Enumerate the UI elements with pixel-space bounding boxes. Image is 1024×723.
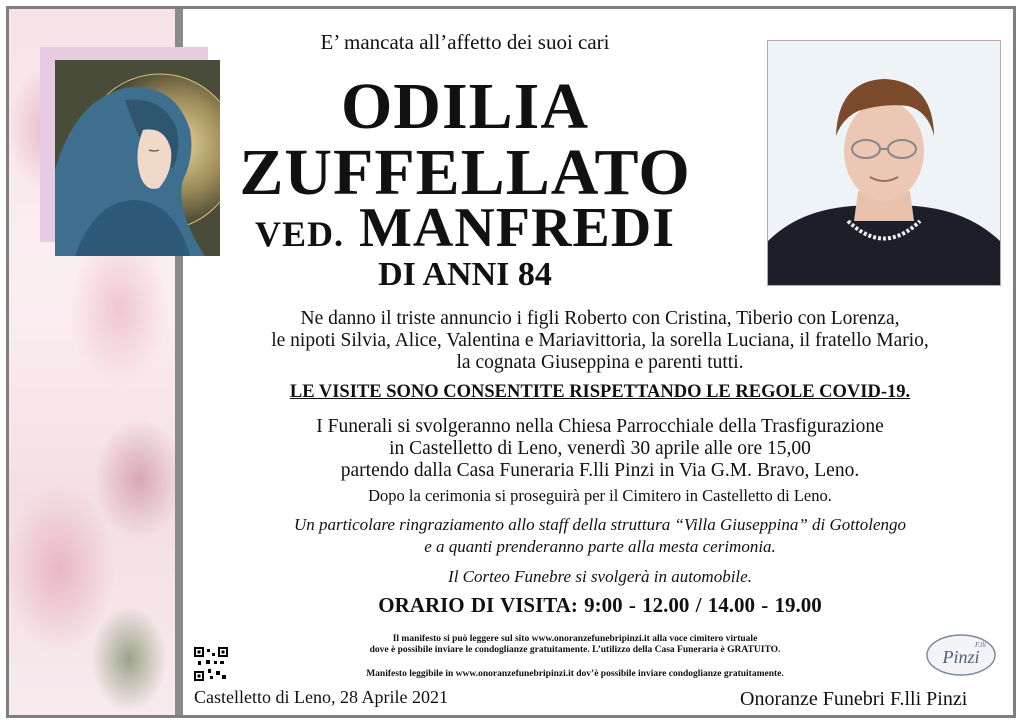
online-notice-line: dove è possibile inviare le condoglianze gratuitamente. L’utilizzo della Casa Funeraria è GRATUITO.: [369, 645, 781, 655]
deceased-photo: [767, 40, 1001, 286]
married-name-line: [230, 197, 700, 265]
thanks-line: e a quanti prenderanno parte alla mesta cerimonia.: [424, 537, 776, 556]
place-date: Castelletto di Leno, 28 Aprile 2021: [194, 687, 448, 707]
funeral-line: partendo dalla Casa Funeraria F.lli Pinzi in Via G.M. Bravo, Leno.: [340, 460, 860, 481]
online-notice: [230, 634, 920, 656]
funeral-details: [185, 416, 1015, 482]
age: DI ANNI 84: [378, 256, 552, 293]
announcement-line: le nipoti Silvia, Alice, Valentina e Mariavittoria, la sorella Luciana, il fratello Mario,: [271, 330, 929, 351]
qr-code-icon: [194, 647, 228, 681]
logo-main-text: Pinzi: [942, 647, 980, 667]
funeral-line: in Castelletto di Leno, venerdì 30 aprile alle ore 15,00: [389, 438, 811, 459]
announcement: [185, 308, 1015, 374]
corteo-text: Il Corteo Funebre si svolgerà in automobile.: [448, 567, 752, 586]
surname: ZUFFELLATO: [239, 136, 691, 209]
pinzi-logo: [925, 633, 997, 677]
thanks-text: [185, 514, 1015, 558]
after-ceremony: Dopo la cerimonia si proseguirà per il Cimitero in Castelletto di Leno.: [368, 486, 832, 505]
announcement-line: Ne danno il triste annuncio i figli Roberto con Cristina, Tiberio con Lorenza,: [300, 308, 900, 329]
married-name: MANFREDI: [359, 197, 675, 259]
logo-small-text: F.lli: [975, 641, 986, 649]
funeral-line: I Funerali si svolgeranno nella Chiesa Parrocchiale della Trasfigurazione: [316, 416, 884, 437]
intro-text: E’ mancata all’affetto dei suoi cari: [320, 30, 610, 54]
covid-notice: LE VISITE SONO CONSENTITE RISPETTANDO LE REGOLE COVID-19.: [289, 382, 911, 402]
madonna-image: [55, 60, 220, 256]
ved-prefix: VED.: [255, 214, 345, 254]
announcement-line: la cognata Giuseppina e parenti tutti.: [456, 352, 744, 373]
thanks-line: Un particolare ringraziamento allo staff della struttura “Villa Giuseppina” di Gottolengo: [293, 515, 907, 534]
portrait-image: [768, 41, 1000, 285]
online-notice-2: Manifesto leggibile in www.onoranzefunebripinzi.it dov’è possibile inviare condoglianze gratuitamente.: [366, 669, 784, 679]
visiting-hours: ORARIO DI VISITA: 9:00 - 12.00 / 14.00 - 19.00: [378, 593, 822, 617]
first-name: ODILIA: [340, 70, 590, 143]
online-notice-line: Il manifesto si può leggere sul sito www.onoranzefunebripinzi.it alla voce cimitero virtuale: [392, 634, 758, 644]
funeral-home-name: Onoranze Funebri F.lli Pinzi: [740, 688, 968, 710]
